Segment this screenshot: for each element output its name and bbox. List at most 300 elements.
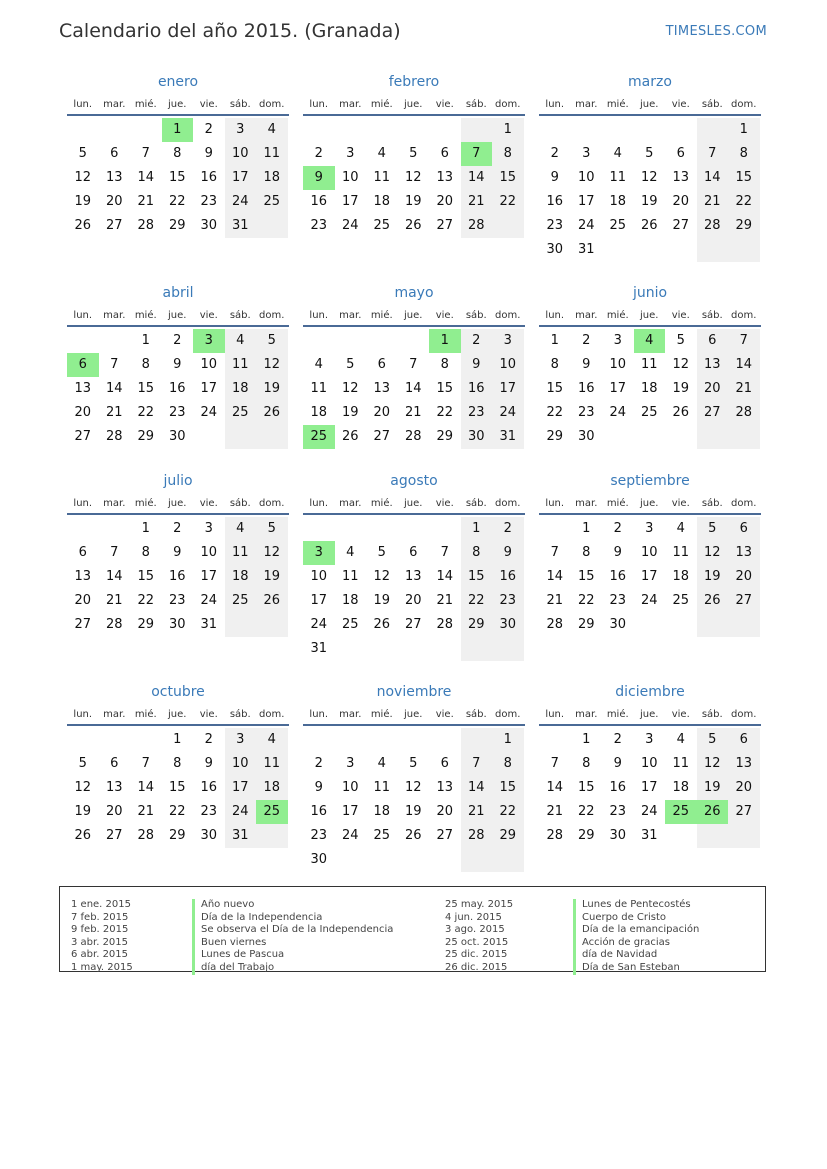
day-cell: 14 bbox=[546, 569, 564, 584]
holiday-day: 3 bbox=[193, 329, 225, 353]
weekday-label: dom. bbox=[495, 310, 521, 321]
day-cell: 24 bbox=[577, 218, 595, 233]
month-febrero bbox=[303, 72, 525, 238]
day-cell: 23 bbox=[492, 589, 524, 613]
day-cell: 6 bbox=[440, 756, 449, 771]
day-cell: 9 bbox=[613, 545, 622, 560]
day-cell: 3 bbox=[645, 732, 654, 747]
day-cell: 29 bbox=[577, 617, 595, 632]
day-cell: 3 bbox=[492, 329, 524, 353]
weekday-label: sáb. bbox=[229, 709, 251, 720]
weekday-label: sáb. bbox=[229, 99, 251, 110]
day-cell: 23 bbox=[577, 405, 595, 420]
day-cell: 10 bbox=[200, 357, 218, 372]
day-cell: 3 bbox=[346, 146, 355, 161]
empty-cell bbox=[539, 728, 571, 752]
day-cell: 24 bbox=[640, 804, 658, 819]
day-cell: 16 bbox=[577, 381, 595, 396]
empty-cell bbox=[697, 238, 729, 262]
day-cell: 22 bbox=[168, 194, 186, 209]
empty-cell bbox=[602, 425, 634, 449]
day-cell: 1 bbox=[141, 521, 150, 536]
day-cell: 20 bbox=[436, 194, 454, 209]
day-cell: 11 bbox=[341, 569, 359, 584]
weekday-label: vie. bbox=[435, 310, 454, 321]
weekday-label: mié. bbox=[134, 709, 157, 720]
day-cell: 13 bbox=[404, 569, 422, 584]
weekday-header bbox=[303, 702, 525, 726]
day-cell: 9 bbox=[461, 353, 493, 377]
day-cell: 16 bbox=[168, 381, 186, 396]
weekday-label: jue. bbox=[640, 498, 659, 509]
day-cell: 21 bbox=[461, 190, 493, 214]
weekday-label: mar. bbox=[339, 498, 362, 509]
weekday-label: sáb. bbox=[465, 498, 487, 509]
weekday-label: lun. bbox=[545, 709, 565, 720]
day-cell: 29 bbox=[137, 617, 155, 632]
weekday-label: mar. bbox=[575, 310, 598, 321]
day-cell: 13 bbox=[105, 780, 123, 795]
holiday-name: Día de San Esteban bbox=[573, 962, 699, 975]
day-cell: 1 bbox=[492, 728, 524, 752]
holiday-name: Buen viernes bbox=[192, 937, 393, 950]
day-cell: 7 bbox=[550, 756, 559, 771]
weekday-label: jue. bbox=[168, 310, 187, 321]
empty-cell bbox=[256, 214, 288, 238]
day-cell: 22 bbox=[137, 405, 155, 420]
day-cell: 3 bbox=[204, 521, 213, 536]
day-cell: 21 bbox=[728, 377, 760, 401]
day-cell: 26 bbox=[341, 429, 359, 444]
weekday-label: mié. bbox=[134, 99, 157, 110]
day-cell: 19 bbox=[74, 804, 92, 819]
day-cell: 29 bbox=[461, 613, 493, 637]
day-cell: 7 bbox=[409, 357, 418, 372]
day-cell: 30 bbox=[310, 852, 328, 867]
day-cell: 2 bbox=[492, 517, 524, 541]
day-cell: 14 bbox=[728, 353, 760, 377]
day-cell: 8 bbox=[728, 142, 760, 166]
day-cell: 18 bbox=[373, 194, 391, 209]
empty-cell bbox=[130, 118, 162, 142]
holiday-name: Día de la emancipación bbox=[573, 924, 699, 937]
day-cell: 12 bbox=[640, 170, 658, 185]
brand-link[interactable]: TIMESLES.COM bbox=[665, 24, 767, 39]
day-cell: 4 bbox=[676, 521, 685, 536]
day-cell: 24 bbox=[341, 218, 359, 233]
day-cell: 31 bbox=[225, 214, 257, 238]
empty-cell bbox=[398, 517, 430, 541]
holiday-date: 26 dic. 2015 bbox=[445, 961, 508, 973]
day-cell: 24 bbox=[640, 593, 658, 608]
day-cell: 11 bbox=[672, 545, 690, 560]
day-cell: 30 bbox=[200, 218, 218, 233]
day-cell: 2 bbox=[613, 521, 622, 536]
day-cell: 6 bbox=[440, 146, 449, 161]
day-cell: 29 bbox=[577, 828, 595, 843]
month-junio bbox=[539, 283, 761, 449]
day-cell: 17 bbox=[200, 381, 218, 396]
day-cell: 8 bbox=[173, 146, 182, 161]
weekday-label: jue. bbox=[640, 709, 659, 720]
day-cell: 13 bbox=[105, 170, 123, 185]
day-cell: 28 bbox=[137, 828, 155, 843]
day-cell: 9 bbox=[613, 756, 622, 771]
weekday-label: jue. bbox=[640, 310, 659, 321]
day-cell: 20 bbox=[697, 377, 729, 401]
day-cell: 31 bbox=[640, 828, 658, 843]
day-cell: 8 bbox=[582, 756, 591, 771]
day-cell: 23 bbox=[609, 804, 627, 819]
day-cell: 22 bbox=[137, 593, 155, 608]
weekday-label: dom. bbox=[259, 498, 285, 509]
day-cell: 6 bbox=[78, 545, 87, 560]
day-cell: 11 bbox=[256, 752, 288, 776]
day-cell: 16 bbox=[492, 565, 524, 589]
holiday-day: 1 bbox=[429, 329, 461, 353]
day-cell: 14 bbox=[404, 381, 422, 396]
day-cell: 16 bbox=[609, 569, 627, 584]
empty-cell bbox=[130, 728, 162, 752]
day-cell: 31 bbox=[492, 425, 524, 449]
day-cell: 3 bbox=[225, 728, 257, 752]
day-cell: 16 bbox=[310, 194, 328, 209]
day-cell: 30 bbox=[461, 425, 493, 449]
day-grid bbox=[303, 726, 525, 872]
day-cell: 12 bbox=[672, 357, 690, 372]
day-cell: 11 bbox=[373, 170, 391, 185]
day-cell: 14 bbox=[105, 569, 123, 584]
day-cell: 27 bbox=[74, 429, 92, 444]
day-cell: 24 bbox=[341, 828, 359, 843]
day-cell: 30 bbox=[200, 828, 218, 843]
day-cell: 7 bbox=[728, 329, 760, 353]
day-cell: 30 bbox=[168, 617, 186, 632]
weekday-label: mar. bbox=[103, 709, 126, 720]
day-cell: 21 bbox=[105, 593, 123, 608]
day-cell: 13 bbox=[74, 569, 92, 584]
day-cell: 20 bbox=[404, 593, 422, 608]
weekday-label: sáb. bbox=[465, 310, 487, 321]
weekday-label: mar. bbox=[575, 498, 598, 509]
day-cell: 16 bbox=[168, 569, 186, 584]
day-cell: 10 bbox=[225, 142, 257, 166]
day-cell: 16 bbox=[609, 780, 627, 795]
day-cell: 18 bbox=[256, 166, 288, 190]
day-cell: 8 bbox=[582, 545, 591, 560]
day-grid bbox=[67, 327, 289, 449]
day-cell: 4 bbox=[377, 756, 386, 771]
day-cell: 24 bbox=[225, 800, 257, 824]
day-cell: 27 bbox=[697, 401, 729, 425]
day-cell: 28 bbox=[105, 429, 123, 444]
day-cell: 11 bbox=[256, 142, 288, 166]
day-cell: 8 bbox=[173, 756, 182, 771]
day-grid bbox=[303, 116, 525, 238]
day-cell: 19 bbox=[373, 593, 391, 608]
month-enero bbox=[67, 72, 289, 238]
day-cell: 27 bbox=[74, 617, 92, 632]
day-cell: 13 bbox=[728, 541, 760, 565]
empty-cell bbox=[256, 613, 288, 637]
day-cell: 17 bbox=[225, 776, 257, 800]
day-cell: 11 bbox=[310, 381, 328, 396]
day-cell: 14 bbox=[461, 776, 493, 800]
day-grid bbox=[539, 116, 761, 262]
day-cell: 12 bbox=[74, 780, 92, 795]
weekday-label: vie. bbox=[671, 99, 690, 110]
day-cell: 18 bbox=[256, 776, 288, 800]
holiday-date: 9 feb. 2015 bbox=[71, 924, 129, 936]
day-cell: 17 bbox=[640, 569, 658, 584]
weekday-label: sáb. bbox=[229, 498, 251, 509]
weekday-label: mar. bbox=[339, 99, 362, 110]
weekday-label: lun. bbox=[309, 99, 329, 110]
day-cell: 4 bbox=[256, 118, 288, 142]
empty-cell bbox=[366, 329, 398, 353]
month-octubre bbox=[67, 682, 289, 848]
day-cell: 18 bbox=[225, 377, 257, 401]
empty-cell bbox=[99, 118, 131, 142]
day-cell: 20 bbox=[436, 804, 454, 819]
weekday-header bbox=[67, 702, 289, 726]
day-cell: 23 bbox=[200, 804, 218, 819]
day-cell: 30 bbox=[546, 242, 564, 257]
day-cell: 12 bbox=[256, 541, 288, 565]
day-cell: 3 bbox=[613, 333, 622, 348]
day-cell: 16 bbox=[546, 194, 564, 209]
weekday-label: lun. bbox=[73, 310, 93, 321]
day-cell: 2 bbox=[582, 333, 591, 348]
day-cell: 25 bbox=[640, 405, 658, 420]
day-cell: 5 bbox=[409, 756, 418, 771]
weekday-header bbox=[539, 702, 761, 726]
day-grid bbox=[303, 327, 525, 449]
weekday-label: sáb. bbox=[701, 709, 723, 720]
weekday-label: sáb. bbox=[229, 310, 251, 321]
empty-cell bbox=[634, 238, 666, 262]
weekday-header bbox=[539, 303, 761, 327]
day-cell: 26 bbox=[404, 828, 422, 843]
day-cell: 20 bbox=[105, 194, 123, 209]
day-cell: 6 bbox=[728, 728, 760, 752]
day-cell: 6 bbox=[697, 329, 729, 353]
holiday-name: día de Navidad bbox=[573, 949, 699, 962]
weekday-label: lun. bbox=[73, 99, 93, 110]
day-cell: 3 bbox=[225, 118, 257, 142]
month-name: julio bbox=[163, 473, 193, 489]
empty-cell bbox=[335, 728, 367, 752]
weekday-label: vie. bbox=[435, 99, 454, 110]
day-cell: 20 bbox=[105, 804, 123, 819]
day-cell: 1 bbox=[582, 521, 591, 536]
day-cell: 21 bbox=[404, 405, 422, 420]
day-cell: 15 bbox=[168, 780, 186, 795]
day-cell: 19 bbox=[256, 377, 288, 401]
day-cell: 23 bbox=[461, 401, 493, 425]
day-cell: 12 bbox=[404, 780, 422, 795]
day-cell: 6 bbox=[110, 146, 119, 161]
weekday-label: vie. bbox=[671, 709, 690, 720]
day-cell: 19 bbox=[74, 194, 92, 209]
day-cell: 20 bbox=[672, 194, 690, 209]
empty-cell bbox=[665, 613, 697, 637]
holiday-names-col1 bbox=[192, 899, 393, 975]
day-cell: 26 bbox=[74, 218, 92, 233]
weekday-label: lun. bbox=[309, 310, 329, 321]
weekday-label: dom. bbox=[731, 498, 757, 509]
weekday-label: lun. bbox=[545, 310, 565, 321]
day-cell: 6 bbox=[676, 146, 685, 161]
day-cell: 20 bbox=[373, 405, 391, 420]
empty-cell bbox=[398, 728, 430, 752]
day-cell: 11 bbox=[672, 756, 690, 771]
day-cell: 31 bbox=[310, 641, 328, 656]
empty-cell bbox=[697, 824, 729, 848]
empty-cell bbox=[303, 728, 335, 752]
empty-cell bbox=[67, 517, 99, 541]
day-cell: 6 bbox=[728, 517, 760, 541]
day-cell: 29 bbox=[168, 218, 186, 233]
day-cell: 16 bbox=[200, 170, 218, 185]
weekday-label: dom. bbox=[495, 709, 521, 720]
empty-cell bbox=[366, 728, 398, 752]
holiday-date: 1 may. 2015 bbox=[71, 961, 133, 973]
day-cell: 24 bbox=[225, 190, 257, 214]
day-cell: 22 bbox=[728, 190, 760, 214]
weekday-label: mié. bbox=[370, 310, 393, 321]
day-cell: 26 bbox=[672, 405, 690, 420]
day-cell: 4 bbox=[676, 732, 685, 747]
month-name: agosto bbox=[390, 473, 438, 489]
month-name: enero bbox=[157, 74, 199, 90]
empty-cell bbox=[539, 517, 571, 541]
day-cell: 14 bbox=[546, 780, 564, 795]
day-cell: 10 bbox=[577, 170, 595, 185]
day-cell: 8 bbox=[141, 357, 150, 372]
empty-cell bbox=[366, 517, 398, 541]
day-cell: 12 bbox=[697, 541, 729, 565]
day-cell: 23 bbox=[546, 218, 564, 233]
weekday-header bbox=[303, 491, 525, 515]
day-cell: 16 bbox=[200, 780, 218, 795]
day-cell: 27 bbox=[728, 800, 760, 824]
day-cell: 5 bbox=[256, 329, 288, 353]
day-cell: 21 bbox=[436, 593, 454, 608]
empty-cell bbox=[366, 118, 398, 142]
day-cell: 7 bbox=[141, 146, 150, 161]
day-cell: 26 bbox=[404, 218, 422, 233]
day-cell: 19 bbox=[697, 565, 729, 589]
day-cell: 1 bbox=[461, 517, 493, 541]
holiday-date: 25 dic. 2015 bbox=[445, 949, 508, 961]
day-cell: 5 bbox=[256, 517, 288, 541]
weekday-label: dom. bbox=[731, 709, 757, 720]
day-cell: 5 bbox=[377, 545, 386, 560]
day-cell: 25 bbox=[672, 593, 690, 608]
day-cell: 14 bbox=[137, 780, 155, 795]
day-cell: 7 bbox=[697, 142, 729, 166]
day-cell: 14 bbox=[461, 166, 493, 190]
day-cell: 26 bbox=[373, 617, 391, 632]
day-cell: 28 bbox=[461, 824, 493, 848]
day-cell: 31 bbox=[225, 824, 257, 848]
day-cell: 10 bbox=[640, 545, 658, 560]
weekday-label: jue. bbox=[404, 99, 423, 110]
day-cell: 10 bbox=[200, 545, 218, 560]
day-cell: 17 bbox=[200, 569, 218, 584]
day-cell: 15 bbox=[137, 569, 155, 584]
day-cell: 15 bbox=[168, 170, 186, 185]
day-cell: 21 bbox=[137, 194, 155, 209]
day-cell: 27 bbox=[672, 218, 690, 233]
empty-cell bbox=[335, 517, 367, 541]
empty-cell bbox=[461, 728, 493, 752]
day-cell: 12 bbox=[404, 170, 422, 185]
day-cell: 27 bbox=[105, 828, 123, 843]
day-cell: 2 bbox=[314, 756, 323, 771]
holiday-name: Cuerpo de Cristo bbox=[573, 912, 699, 925]
weekday-label: dom. bbox=[731, 310, 757, 321]
weekday-label: mié. bbox=[606, 310, 629, 321]
holiday-day: 3 bbox=[303, 541, 335, 565]
day-cell: 23 bbox=[310, 218, 328, 233]
day-cell: 21 bbox=[137, 804, 155, 819]
weekday-label: mié. bbox=[370, 99, 393, 110]
day-cell: 22 bbox=[492, 800, 524, 824]
day-cell: 23 bbox=[310, 828, 328, 843]
day-cell: 4 bbox=[225, 517, 257, 541]
empty-cell bbox=[193, 425, 225, 449]
day-cell: 11 bbox=[640, 357, 658, 372]
weekday-label: dom. bbox=[731, 99, 757, 110]
empty-cell bbox=[665, 238, 697, 262]
empty-cell bbox=[366, 848, 398, 872]
day-cell: 5 bbox=[697, 517, 729, 541]
empty-cell bbox=[303, 517, 335, 541]
holiday-day: 6 bbox=[67, 353, 99, 377]
day-cell: 21 bbox=[461, 800, 493, 824]
empty-cell bbox=[225, 613, 257, 637]
day-cell: 21 bbox=[697, 190, 729, 214]
day-cell: 22 bbox=[546, 405, 564, 420]
day-cell: 10 bbox=[640, 756, 658, 771]
holiday-name: Lunes de Pascua bbox=[192, 949, 393, 962]
day-cell: 1 bbox=[582, 732, 591, 747]
day-cell: 10 bbox=[341, 780, 359, 795]
weekday-label: jue. bbox=[640, 99, 659, 110]
empty-cell bbox=[67, 118, 99, 142]
empty-cell bbox=[99, 517, 131, 541]
empty-cell bbox=[366, 637, 398, 661]
day-cell: 18 bbox=[609, 194, 627, 209]
day-grid bbox=[539, 726, 761, 848]
empty-cell bbox=[539, 118, 571, 142]
day-grid bbox=[67, 515, 289, 637]
weekday-label: jue. bbox=[168, 99, 187, 110]
empty-cell bbox=[225, 425, 257, 449]
empty-cell bbox=[665, 824, 697, 848]
day-cell: 17 bbox=[492, 377, 524, 401]
day-cell: 11 bbox=[373, 780, 391, 795]
month-name: mayo bbox=[394, 285, 434, 301]
day-cell: 25 bbox=[373, 828, 391, 843]
holiday-day: 26 bbox=[697, 800, 729, 824]
day-cell: 29 bbox=[492, 824, 524, 848]
holiday-day: 1 bbox=[162, 118, 194, 142]
month-name: junio bbox=[632, 285, 668, 301]
day-cell: 25 bbox=[373, 218, 391, 233]
